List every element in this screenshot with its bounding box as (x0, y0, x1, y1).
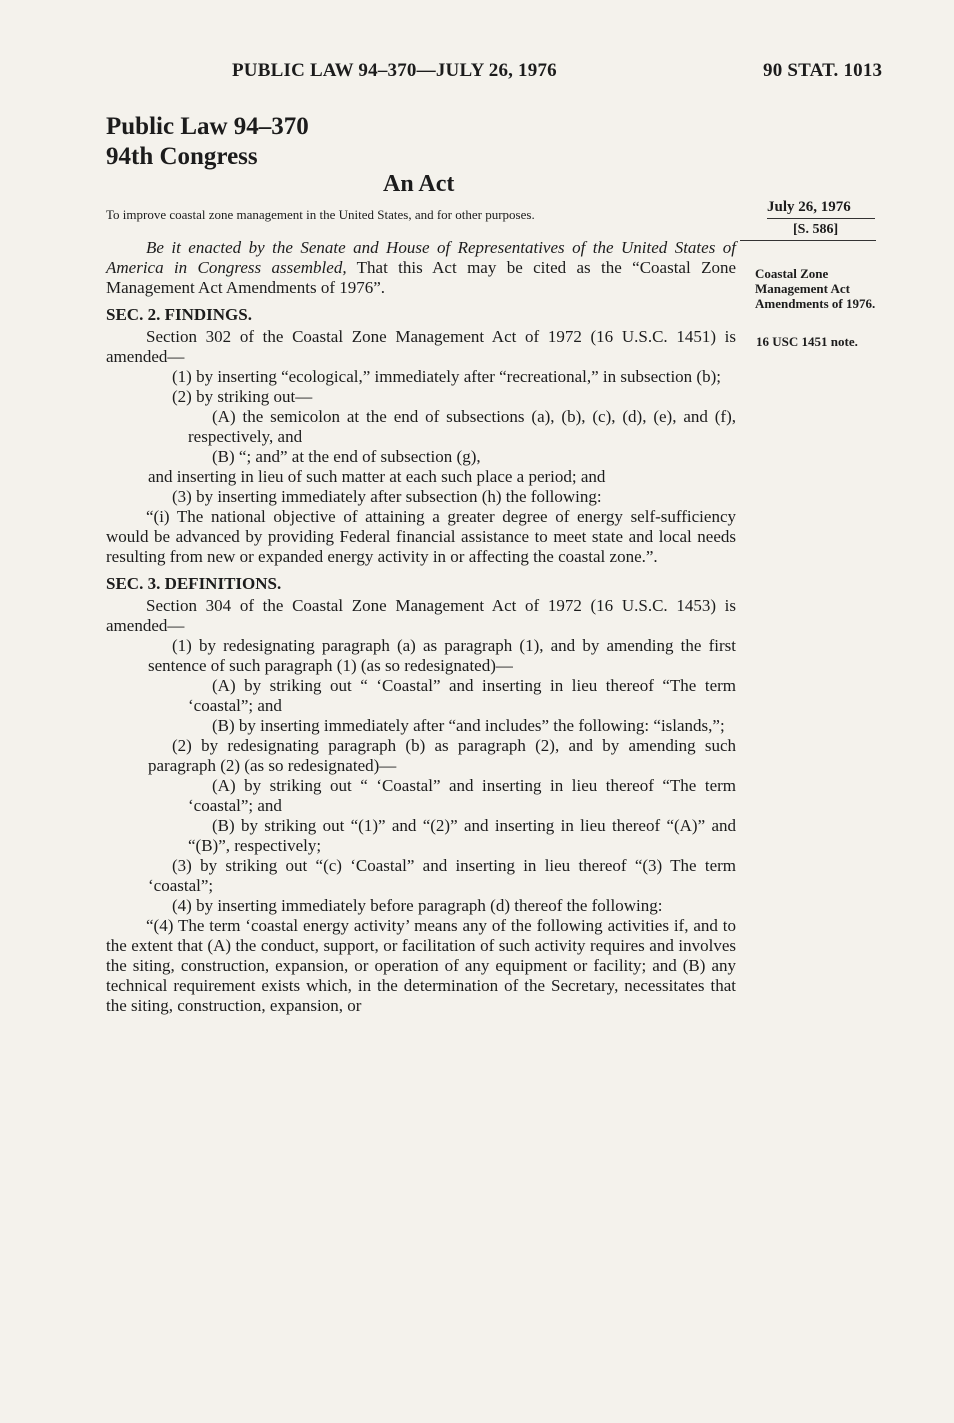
section-3-heading: SEC. 3. DEFINITIONS. (106, 574, 282, 593)
section-3-para-2a: (A) by striking out “ ‘Coastal” and inserting in lieu thereof “The term ‘coastal”; and (188, 776, 736, 815)
section-2-intro: Section 302 of the Coastal Zone Management Act of 1972 (16 U.S.C. 1451) is amended— (106, 327, 736, 366)
congress-number: 94th Congress (106, 143, 258, 170)
public-law-number: Public Law 94–370 (106, 113, 309, 140)
act-heading: An Act (383, 171, 455, 197)
body-text (106, 238, 736, 1016)
section-3-para-1b: (B) by inserting immediately after “and includes” the following: “islands,”; (212, 716, 725, 735)
margin-citation: 16 USC 1451 note. (756, 334, 858, 349)
long-title: To improve coastal zone management in the United States, and for other purposes. (106, 207, 535, 222)
section-2-para-1: (1) by inserting “ecological,” immediately after “recreational,” in subsection (b); (172, 367, 721, 386)
statute-page-number: 90 STAT. 1013 (763, 60, 883, 81)
section-3-quoted-text: “(4) The term ‘coastal energy activity’ means any of the following activities if, and to the extent that (A) the conduct, support, or facilitation of such activity requires and involves the siting, construction, expansion, or operation of any equipment or facility; and (B) any technical requirement exists which, in the determination of the Secretary, necessitates that the siting, construction, expansion, or (106, 916, 736, 1015)
section-2-heading: SEC. 2. FINDINGS. (106, 305, 252, 324)
margin-rule-divider (740, 240, 876, 241)
section-3-para-2: (2) by redesignating paragraph (b) as paragraph (2), and by amending such paragraph (2) (as so redesignated)— (148, 736, 736, 775)
section-2-para-3: (3) by inserting immediately after subsection (h) the following: (172, 487, 602, 506)
section-2-para-2b: (B) “; and” at the end of subsection (g), (212, 447, 481, 466)
enacting-clause-italic: Be it enacted by the Senate and House of Representatives of the United States of America in Congress assembled, (106, 238, 736, 277)
margin-short-title: Coastal Zone Management Act Amendments of 1976. (755, 266, 876, 311)
enacting-clause-rest: That this Act may be cited as the “Coastal Zone Management Act Amendments of 1976”. (106, 258, 736, 297)
section-3-para-1a: (A) by striking out “ ‘Coastal” and inserting in lieu thereof “The term ‘coastal”; and (188, 676, 736, 715)
section-3-para-2b: (B) by striking out “(1)” and “(2)” and inserting in lieu thereof “(A)” and “(B)”, respectively; (188, 816, 736, 855)
margin-bill-number: [S. 586] (793, 222, 839, 237)
section-3-para-1: (1) by redesignating paragraph (a) as paragraph (1), and by amending the first sentence of such paragraph (1) (as so redesignated)— (148, 636, 736, 675)
section-2-para-2a: (A) the semicolon at the end of subsections (a), (b), (c), (d), (e), and (f), respectively, and (188, 407, 736, 446)
section-3-para-4: (4) by inserting immediately before paragraph (d) thereof the following: (172, 896, 663, 915)
section-3-intro: Section 304 of the Coastal Zone Management Act of 1972 (16 U.S.C. 1453) is amended— (106, 596, 736, 635)
law-title-block (106, 112, 309, 172)
running-head-title: PUBLIC LAW 94–370—JULY 26, 1976 (232, 60, 557, 81)
section-2-para-2: (2) by striking out— (172, 387, 313, 406)
section-2-para-2-tail: and inserting in lieu of such matter at each such place a period; and (148, 467, 606, 486)
enacting-clause (106, 238, 736, 298)
section-3-para-3: (3) by striking out “(c) ‘Coastal” and inserting in lieu thereof “(3) The term ‘coastal”; (148, 856, 736, 895)
section-2-quoted-text: “(i) The national objective of attaining a greater degree of energy self-sufficiency would be advanced by providing Federal financial assistance to meet state and local needs resulting from new or expanded energy activity in or affecting the coastal zone.”. (106, 507, 736, 566)
margin-date: July 26, 1976 (767, 199, 875, 219)
